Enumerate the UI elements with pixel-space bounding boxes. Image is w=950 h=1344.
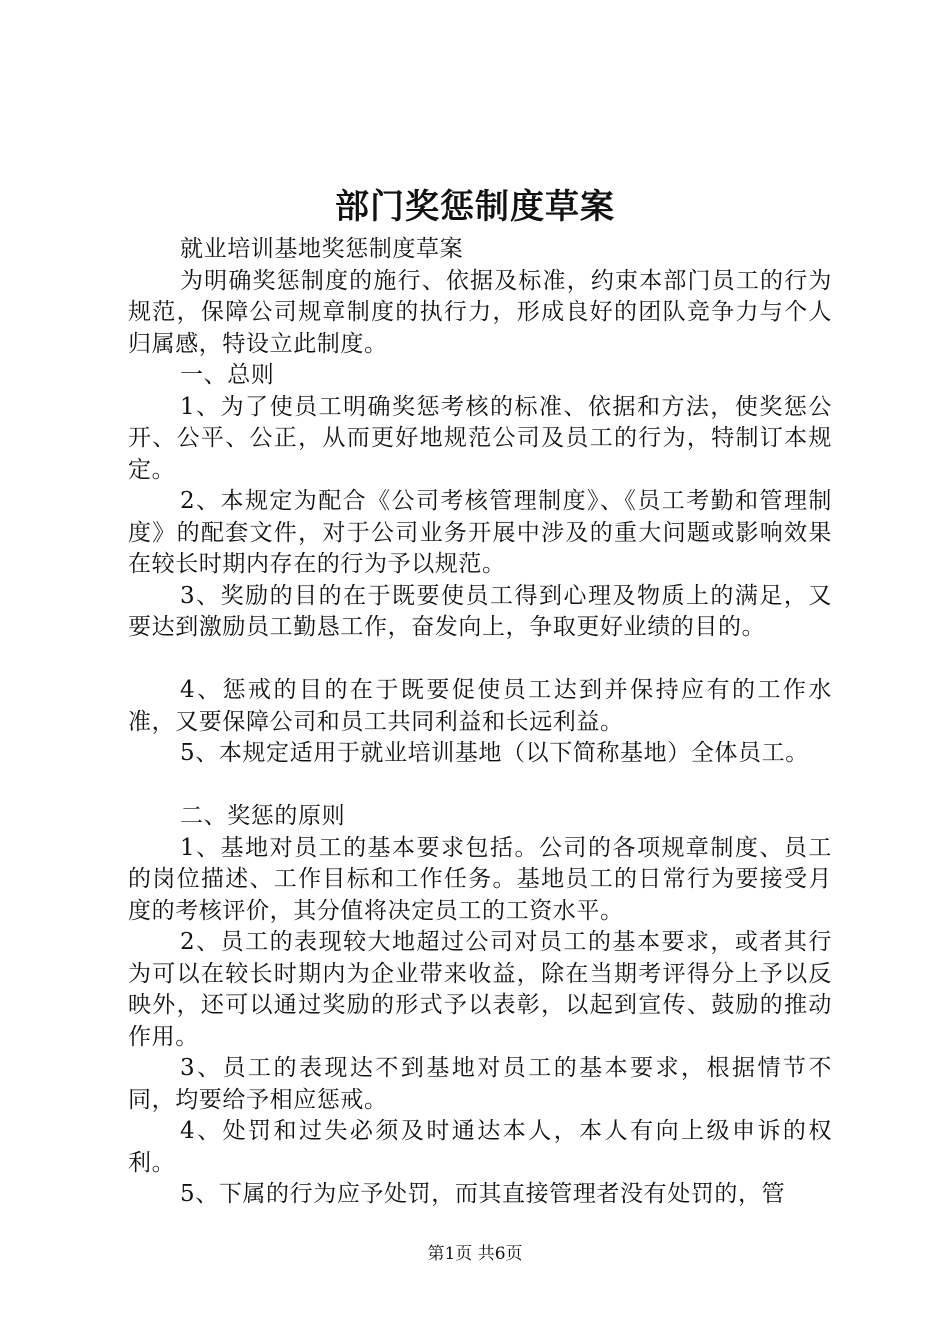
body-paragraph: 1、为了使员工明确奖惩考核的标准、依据和方法，使奖惩公开、公平、公正，从而更好地规范公司及员工的行为，特制订本规定。 [128,393,832,483]
document-title: 部门奖惩制度草案 [335,187,615,227]
body-paragraph: 2、本规定为配合《公司考核管理制度》、《员工考勤和管理制度》的配套文件，对于公司业务开展中涉及的重大问题或影响效果在较长时期内存在的行为予以规范。 [128,488,832,577]
body-paragraph: 4、惩戒的目的在于既要促使员工达到并保持应有的工作水准，又要保障公司和员工共同利益和长远利益。 [128,677,832,735]
page-footer: 第1页 共6页 [427,1244,523,1264]
body-paragraph: 3、员工的表现达不到基地对员工的基本要求，根据情节不同，均要给予相应惩戒。 [128,1055,832,1113]
body-paragraph: 5、下属的行为应予处罚，而其直接管理者没有处罚的，管 [180,1181,786,1207]
body-paragraph: 5、本规定适用于就业培训基地（以下简称基地）全体员工。 [180,740,809,766]
body-paragraph: 为明确奖惩制度的施行、依据及标准，约束本部门员工的行为规范，保障公司规章制度的执行力，形成良好的团队竞争力与个人归属感，特设立此制度。 [128,267,832,357]
body-paragraph: 3、奖励的目的在于既要使员工得到心理及物质上的满足，又要达到激励员工勤恳工作，奋发向上，争取更好业绩的目的。 [128,582,832,640]
body-paragraph: 4、处罚和过失必须及时通达本人，本人有向上级申诉的权利。 [128,1118,832,1176]
body-paragraph: 二、奖惩的原则 [180,803,346,829]
body-paragraph: 就业培训基地奖惩制度草案 [180,236,464,262]
body-paragraph: 1、基地对员工的基本要求包括。公司的各项规章制度、员工的岗位描述、工作目标和工作任务。基地员工的日常行为要接受月度的考核评价，其分值将决定员工的工资水平。 [128,834,832,924]
body-paragraph: 一、总则 [180,362,275,388]
body-paragraph: 2、员工的表现较大地超过公司对员工的基本要求，或者其行为可以在较长时期内为企业带来收益，除在当期考评得分上予以反映外，还可以通过奖励的形式予以表彰，以起到宣传、鼓励的推动作用。 [128,929,832,1050]
document-body [128,234,832,1211]
